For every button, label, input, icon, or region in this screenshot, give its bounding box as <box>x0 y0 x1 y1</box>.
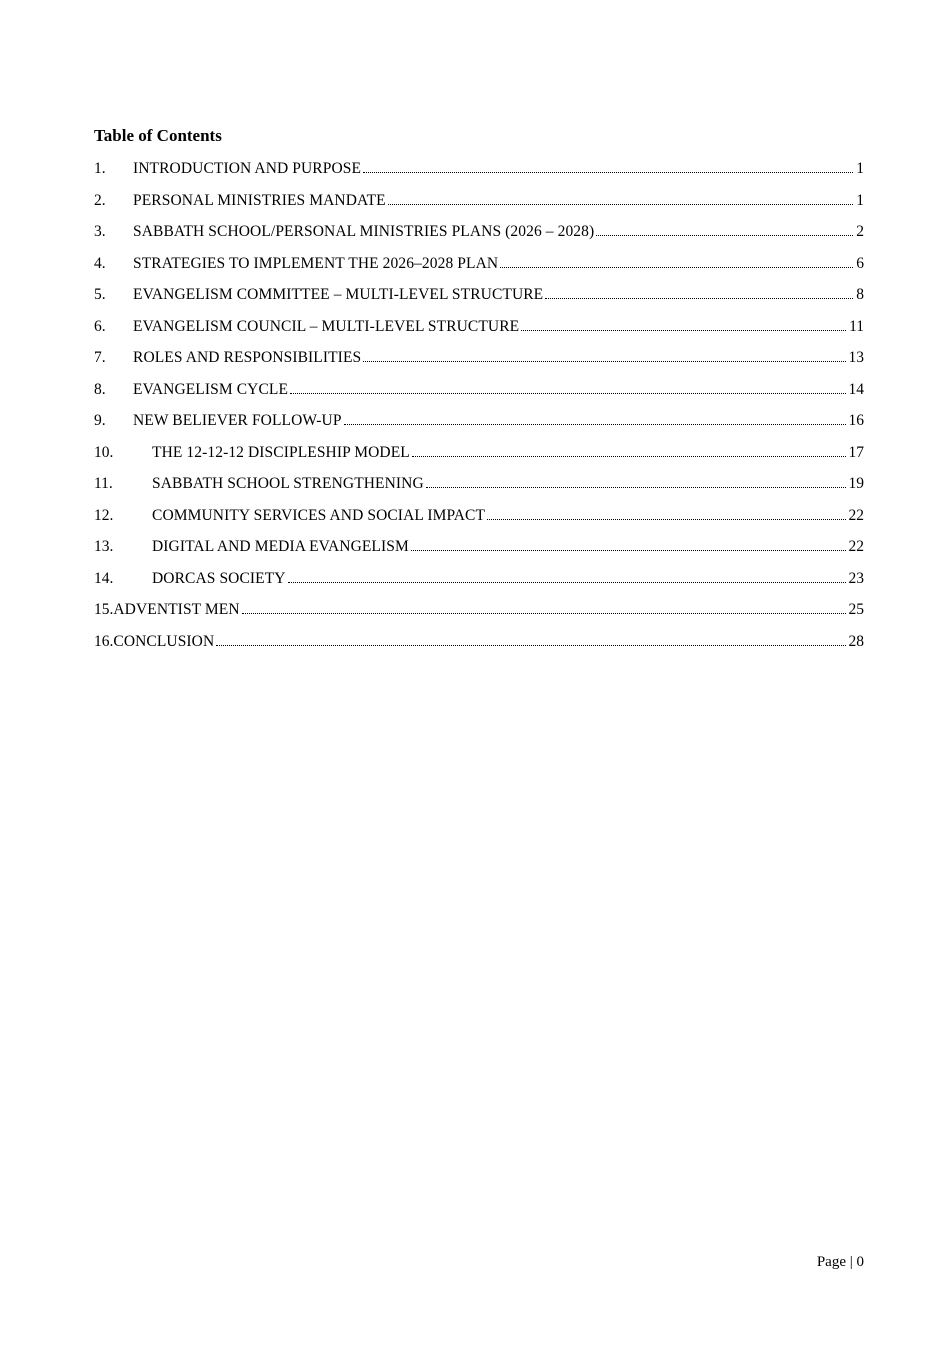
toc-entry-number: 15. <box>94 601 114 618</box>
toc-entry-title: SABBATH SCHOOL/PERSONAL MINISTRIES PLANS (2026 – 2028) <box>133 223 595 240</box>
toc-entry-title: SABBATH SCHOOL STRENGTHENING <box>152 475 424 492</box>
toc-dot-leader <box>344 424 846 425</box>
toc-entry-number: 11. <box>94 475 113 492</box>
toc-entry[interactable] <box>94 570 864 588</box>
toc-entry-title: DORCAS SOCIETY <box>152 569 286 587</box>
page-footer: Page | 0 <box>816 1254 864 1270</box>
toc-entry-title: COMMUNITY SERVICES AND SOCIAL IMPACT <box>152 506 486 524</box>
toc-dot-leader <box>216 645 845 646</box>
toc-dot-leader <box>412 456 846 457</box>
toc-entry-title: THE 12-12-12 DISCIPLESHIP MODEL <box>152 443 410 461</box>
toc-dot-leader <box>521 330 846 331</box>
toc-entry-number: 12. <box>94 506 114 524</box>
toc-entry-number: 8. <box>94 380 106 398</box>
toc-entry[interactable] <box>94 633 864 651</box>
toc-dot-leader <box>363 361 845 362</box>
toc-entry-page: 6 <box>856 254 864 272</box>
toc-entry-title: EVANGELISM COUNCIL – MULTI-LEVEL STRUCTURE <box>133 317 520 335</box>
toc-section <box>94 126 864 664</box>
toc-entry-title: CONCLUSION <box>113 632 215 650</box>
toc-entry[interactable] <box>94 507 864 525</box>
toc-entry-page: 17 <box>848 443 864 461</box>
toc-entry-number: 9. <box>94 412 106 429</box>
toc-entry-title: PERSONAL MINISTRIES MANDATE <box>133 191 386 209</box>
toc-entry-page: 16 <box>848 412 864 429</box>
toc-entry-title: INTRODUCTION AND PURPOSE <box>133 160 362 177</box>
toc-entry-title: EVANGELISM CYCLE <box>133 380 289 398</box>
toc-dot-leader <box>487 519 845 520</box>
toc-dot-leader <box>500 267 853 268</box>
toc-entry-title: NEW BELIEVER FOLLOW-UP <box>133 412 342 429</box>
toc-entry-number: 10. <box>94 443 114 461</box>
toc-entry[interactable] <box>94 601 864 619</box>
toc-dot-leader <box>596 235 853 236</box>
toc-entry-number: 5. <box>94 286 106 303</box>
toc-entry-number: 1. <box>94 160 106 177</box>
toc-dot-leader <box>288 582 846 583</box>
toc-entry[interactable] <box>94 286 864 304</box>
toc-entry-page: 22 <box>848 538 864 555</box>
toc-list <box>94 160 864 651</box>
toc-entry[interactable] <box>94 538 864 556</box>
toc-entry-page: 1 <box>856 160 864 177</box>
toc-entry-number: 3. <box>94 223 106 240</box>
toc-entry[interactable] <box>94 160 864 178</box>
toc-dot-leader <box>242 613 846 614</box>
toc-entry-page: 23 <box>848 569 864 587</box>
toc-entry[interactable] <box>94 444 864 462</box>
toc-entry[interactable] <box>94 223 864 241</box>
toc-entry[interactable] <box>94 192 864 210</box>
toc-entry-page: 1 <box>856 191 864 209</box>
toc-entry-number: 4. <box>94 254 106 272</box>
toc-entry-page: 28 <box>848 632 864 650</box>
toc-entry-number: 7. <box>94 349 106 366</box>
toc-entry-title: STRATEGIES TO IMPLEMENT THE 2026–2028 PLAN <box>133 254 499 272</box>
toc-dot-leader <box>388 204 854 205</box>
toc-entry-page: 13 <box>848 349 864 366</box>
toc-entry-page: 11 <box>849 317 864 335</box>
toc-dot-leader <box>290 393 845 394</box>
toc-entry-page: 22 <box>848 506 864 524</box>
toc-entry-title: ROLES AND RESPONSIBILITIES <box>133 349 362 366</box>
toc-entry-page: 8 <box>856 286 864 303</box>
toc-entry[interactable] <box>94 475 864 493</box>
toc-dot-leader <box>545 298 853 299</box>
toc-entry-page: 2 <box>856 223 864 240</box>
toc-dot-leader <box>411 550 846 551</box>
toc-entry[interactable] <box>94 412 864 430</box>
toc-entry-number: 13. <box>94 538 114 555</box>
toc-dot-leader <box>363 172 853 173</box>
toc-dot-leader <box>426 487 846 488</box>
toc-entry-title: DIGITAL AND MEDIA EVANGELISM <box>152 538 409 555</box>
toc-entry-title: EVANGELISM COMMITTEE – MULTI-LEVEL STRUCTURE <box>133 286 544 303</box>
toc-entry[interactable] <box>94 255 864 273</box>
toc-entry-number: 16. <box>94 632 114 650</box>
toc-entry-page: 19 <box>848 475 864 492</box>
toc-heading: Table of Contents <box>94 126 222 145</box>
toc-entry[interactable] <box>94 318 864 336</box>
toc-entry-page: 25 <box>848 601 864 618</box>
toc-entry-number: 6. <box>94 317 106 335</box>
toc-entry-number: 14. <box>94 569 114 587</box>
toc-entry-page: 14 <box>848 380 864 398</box>
toc-entry[interactable] <box>94 381 864 399</box>
toc-entry-title: ADVENTIST MEN <box>113 601 240 618</box>
toc-entry[interactable] <box>94 349 864 367</box>
toc-entry-number: 2. <box>94 191 106 209</box>
